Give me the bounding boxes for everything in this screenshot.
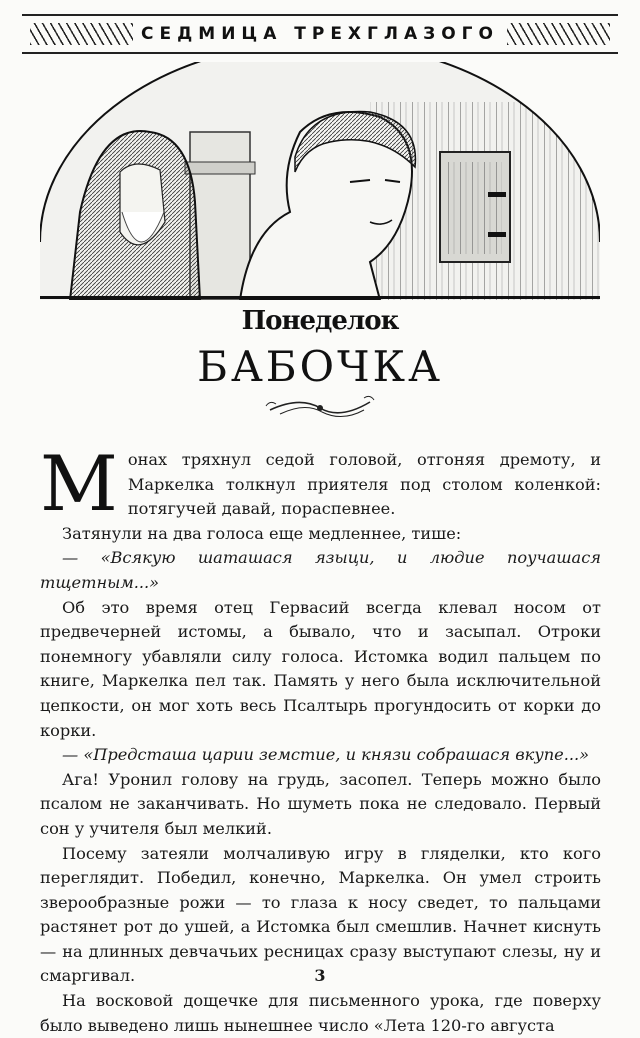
- paragraph-3: Об это время отец Гервасий всегда клевал носом от предвечерней истомы, а бывало, что и засыпал. Отроки понемногу убавляли силу голоса. Истомка водил пальцем по книге, Маркелка пел так. Память у него была исключительной цепкости, он мог хоть весь Псалтырь прогундосить от корки до корки.: [40, 597, 601, 740]
- paragraph-2: Затянули на два голоса еще медленнее, тише:: [62, 523, 462, 543]
- running-header: [22, 14, 618, 54]
- chapter-day-label: Понеделок: [241, 306, 399, 336]
- running-title: СЕДМИЦА ТРЕХГЛАЗОГО: [141, 24, 499, 44]
- hatch-ornament-right: [507, 23, 610, 45]
- paragraph-5: Посему затеяли молчаливую игру в гляделки, кто кого переглядит. Победил, конечно, Маркелка. Он умел строить зверообразные рожи — то глаза к носу сведет, то пальцами растянет рот до ушей, а Истомка был смешлив. Начнет киснуть — на длинных девчачьих ресницах сразу выступают слезы, ну и смаргивал.: [40, 843, 601, 986]
- paragraph-4: Ага! Уронил голову на грудь, засопел. Теперь можно было псалом не заканчивать. Но шуметь пока не следовало. Первый сон у учителя был мелкий.: [40, 769, 601, 838]
- chapter-title: БАБОЧКА: [197, 342, 443, 391]
- paragraph-1: онах тряхнул седой головой, отгоняя дремоту, и Маркелка толкнул приятеля под столом коленкой: потягучей давай, пораспевнее.: [127, 450, 601, 519]
- quote-1: — «Всякую шаташася языци, и людие поучашася тщетным...»: [40, 548, 601, 592]
- page-number: 3: [314, 966, 326, 985]
- body-text: [40, 439, 601, 1038]
- chapter-illustration: [40, 62, 600, 300]
- paragraph-6: На восковой дощечке для письменного урока, где поверху было выведено лишь нынешнее число «Лета 120-го августа: [40, 991, 601, 1035]
- hatch-ornament-left: [30, 23, 133, 45]
- illustration-base-rule: [40, 296, 600, 299]
- drop-cap: М: [40, 439, 118, 528]
- quote-2: — «Предсташа царии земстие, и князи собрашася вкупе...»: [62, 745, 590, 765]
- flourish-ornament: [260, 388, 380, 422]
